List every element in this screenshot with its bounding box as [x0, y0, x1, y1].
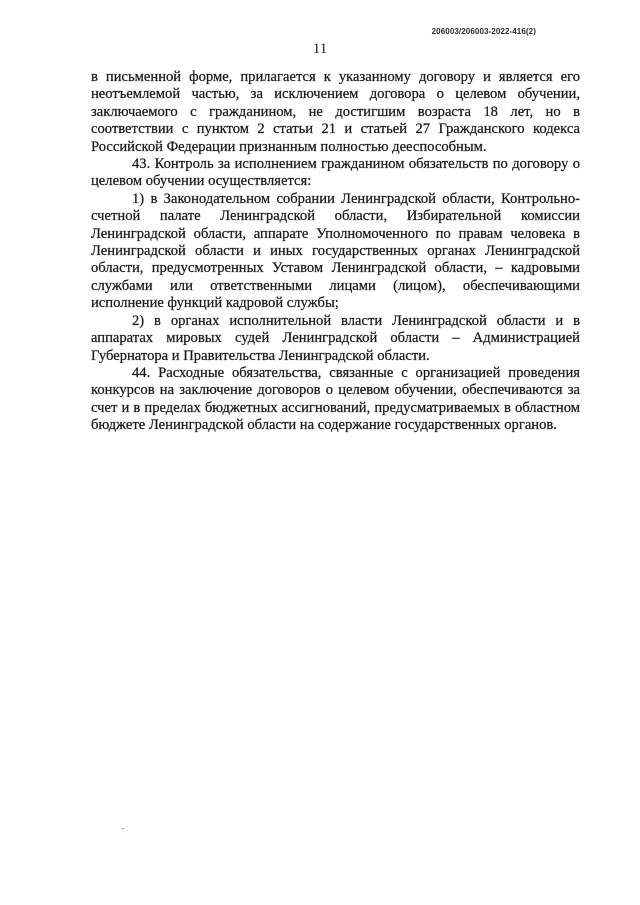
scan-artifact: [122, 828, 124, 829]
paragraph-44: 44. Расходные обязательства, связанные с организацией проведения конкурсов на заключение договоров о целевом обучении, обеспечиваются за счет и в пределах бюджетных ассигнований, предусматриваемых в областном бюджете Ленинградской области на содержание государственных органов.: [91, 364, 580, 434]
document-body: [91, 69, 580, 435]
paragraph-43-item-1: 1) в Законодательном собрании Ленинградской области, Контрольно-счетной палате Ленинградской области, Избирательной комиссии Ленинградской области, аппарате Уполномоченного по правам человека в Ленинградской области и иных государственных органах Ленинградской области, предусмотренных Уставом Ленинградской области, – кадровыми службами или ответственными лицами (лицом), обеспечивающими исполнение функций кадровой службы;: [91, 190, 580, 312]
page-number: 11: [312, 41, 328, 57]
paragraph-continuation: в письменной форме, прилагается к указанному договору и является его неотъемлемой частью, за исключением договора о целевом обучении, заключаемого с гражданином, не достигшим возраста 18 лет, но в соответствии с пунктом 2 статьи 21 и статьей 27 Гражданского кодекса Российской Федерации признанным полностью дееспособным.: [91, 69, 580, 155]
paragraph-43-item-2: 2) в органах исполнительной власти Ленинградской области и в аппаратах мировых судей Ленинградской области – Администрацией Губернатора и Правительства Ленинградской области.: [91, 312, 580, 364]
document-id: 206003/206003-2022-416(2): [431, 27, 536, 36]
paragraph-43: 43. Контроль за исполнением гражданином обязательств по договору о целевом обучении осуществляется:: [91, 156, 580, 190]
